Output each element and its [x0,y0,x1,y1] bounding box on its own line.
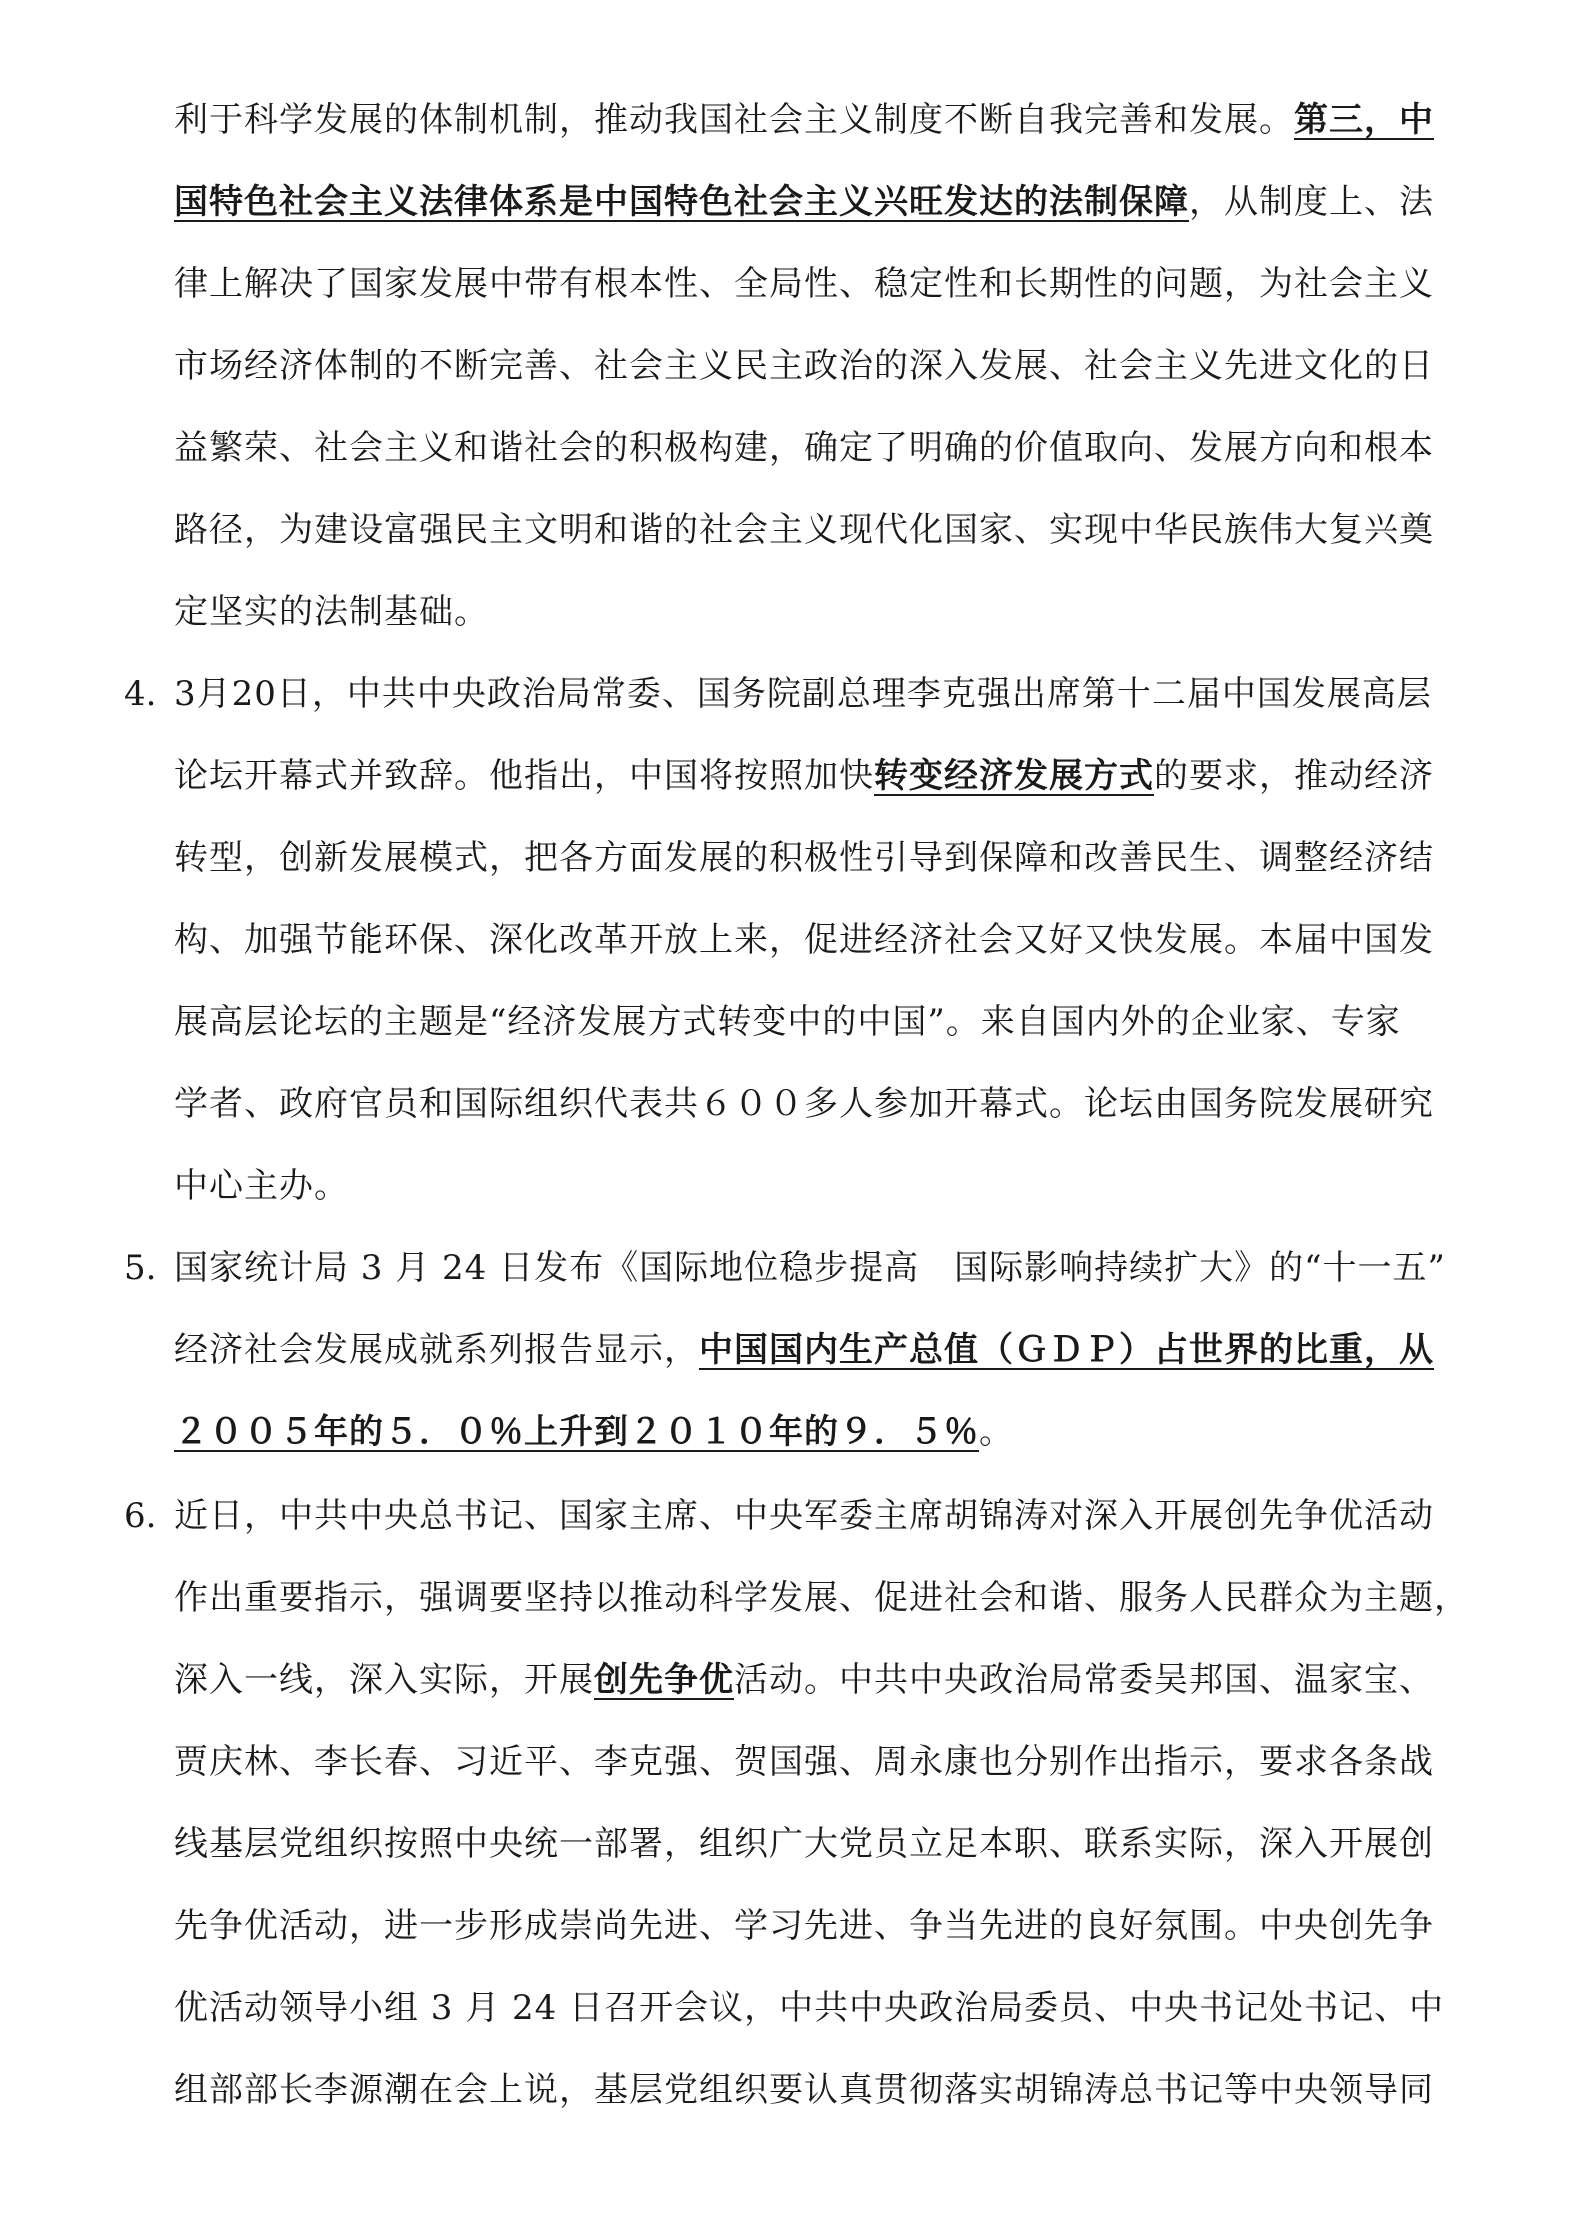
p3-line-1-text: 利于科学发展的体制机制，推动我国社会主义制度不断自我完善和发展。 [174,100,1294,140]
item-6-line-3-a: 深入一线，深入实际，开展 [174,1660,594,1700]
item-4-line-2-b: 的要求，推动经济 [1154,756,1434,796]
item-5-number: 5. [124,1248,157,1288]
p3-line-5: 益繁荣、社会主义和谐社会的积极构建，确定了明确的价值取向、发展方向和根本 [174,428,1434,468]
p3-line-2 [174,180,1434,224]
item-4-line-2 [174,754,1434,798]
item-4-line-6: 学者、政府官员和国际组织代表共６００多人参加开幕式。论坛由国务院发展研究 [174,1084,1434,1124]
p3-line-7: 定坚实的法制基础。 [174,592,489,632]
item-5-line-1: 国家统计局 3 月 24 日发布《国际地位稳步提高 国际影响持续扩大》的“十一五” [174,1248,1446,1288]
item-5-line-2-a: 经济社会发展成就系列报告显示， [174,1330,699,1370]
p3-line-1 [174,98,1434,142]
item-5-line-2-underlined: 中国国内生产总值（ＧＤＰ）占世界的比重，从 [699,1330,1434,1370]
p3-line-4: 市场经济体制的不断完善、社会主义民主政治的深入发展、社会主义先进文化的日 [174,346,1434,386]
item-6-line-8: 组部部长李源潮在会上说，基层党组织要认真贯彻落实胡锦涛总书记等中央领导同 [174,2070,1434,2110]
item-5-line-3-b: 。 [979,1412,1014,1452]
item-6-line-6: 先争优活动，进一步形成崇尚先进、学习先进、争当先进的良好氛围。中央创先争 [174,1906,1434,1946]
p3-line-2-text: ，从制度上、法 [1189,182,1434,222]
item-6-line-1: 近日，中共中央总书记、国家主席、中央军委主席胡锦涛对深入开展创先争优活动 [174,1496,1434,1536]
item-6-line-4: 贾庆林、李长春、习近平、李克强、贺国强、周永康也分别作出指示，要求各条战 [174,1742,1434,1782]
p3-line-6: 路径，为建设富强民主文明和谐的社会主义现代化国家、实现中华民族伟大复兴奠 [174,510,1434,550]
item-6-line-7: 优活动领导小组 3 月 24 日召开会议，中共中央政治局委员、中央书记处书记、中 [174,1988,1445,2028]
item-6-line-3-b: 活动。中共中央政治局常委吴邦国、温家宝、 [734,1660,1434,1700]
p3-line-2-underlined: 国特色社会主义法律体系是中国特色社会主义兴旺发达的法制保障 [174,182,1189,222]
item-6-line-3-underlined: 创先争优 [594,1660,734,1700]
item-5-line-3 [174,1410,1014,1454]
item-6-line-5: 线基层党组织按照中央统一部署，组织广大党员立足本职、联系实际，深入开展创 [174,1824,1434,1864]
item-4-line-2-a: 论坛开幕式并致辞。他指出，中国将按照加快 [174,756,874,796]
p3-line-1-underlined: 第三，中 [1294,100,1434,140]
item-4-number: 4. [124,674,157,714]
item-4-line-3: 转型，创新发展模式，把各方面发展的积极性引导到保障和改善民生、调整经济结 [174,838,1434,878]
item-4-line-4: 构、加强节能环保、深化改革开放上来，促进经济社会又好又快发展。本届中国发 [174,920,1434,960]
item-4-line-7: 中心主办。 [174,1166,349,1206]
item-4-line-2-underlined: 转变经济发展方式 [874,756,1154,796]
item-5-line-3-underlined: ２００５年的５．０％上升到２０１０年的９．５％ [174,1412,979,1452]
item-6-line-3 [174,1658,1434,1702]
item-4-line-1: 3月20日，中共中央政治局常委、国务院副总理李克强出席第十二届中国发展高层 [174,674,1432,714]
item-6-line-2: 作出重要指示，强调要坚持以推动科学发展、促进社会和谐、服务人民群众为主题， [174,1578,1469,1618]
item-5-line-2 [174,1328,1434,1372]
item-6-number: 6. [124,1496,157,1536]
p3-line-3: 律上解决了国家发展中带有根本性、全局性、稳定性和长期性的问题，为社会主义 [174,264,1434,304]
item-4-line-5: 展高层论坛的主题是“经济发展方式转变中的中国”。来自国内外的企业家、专家 [174,1002,1401,1042]
